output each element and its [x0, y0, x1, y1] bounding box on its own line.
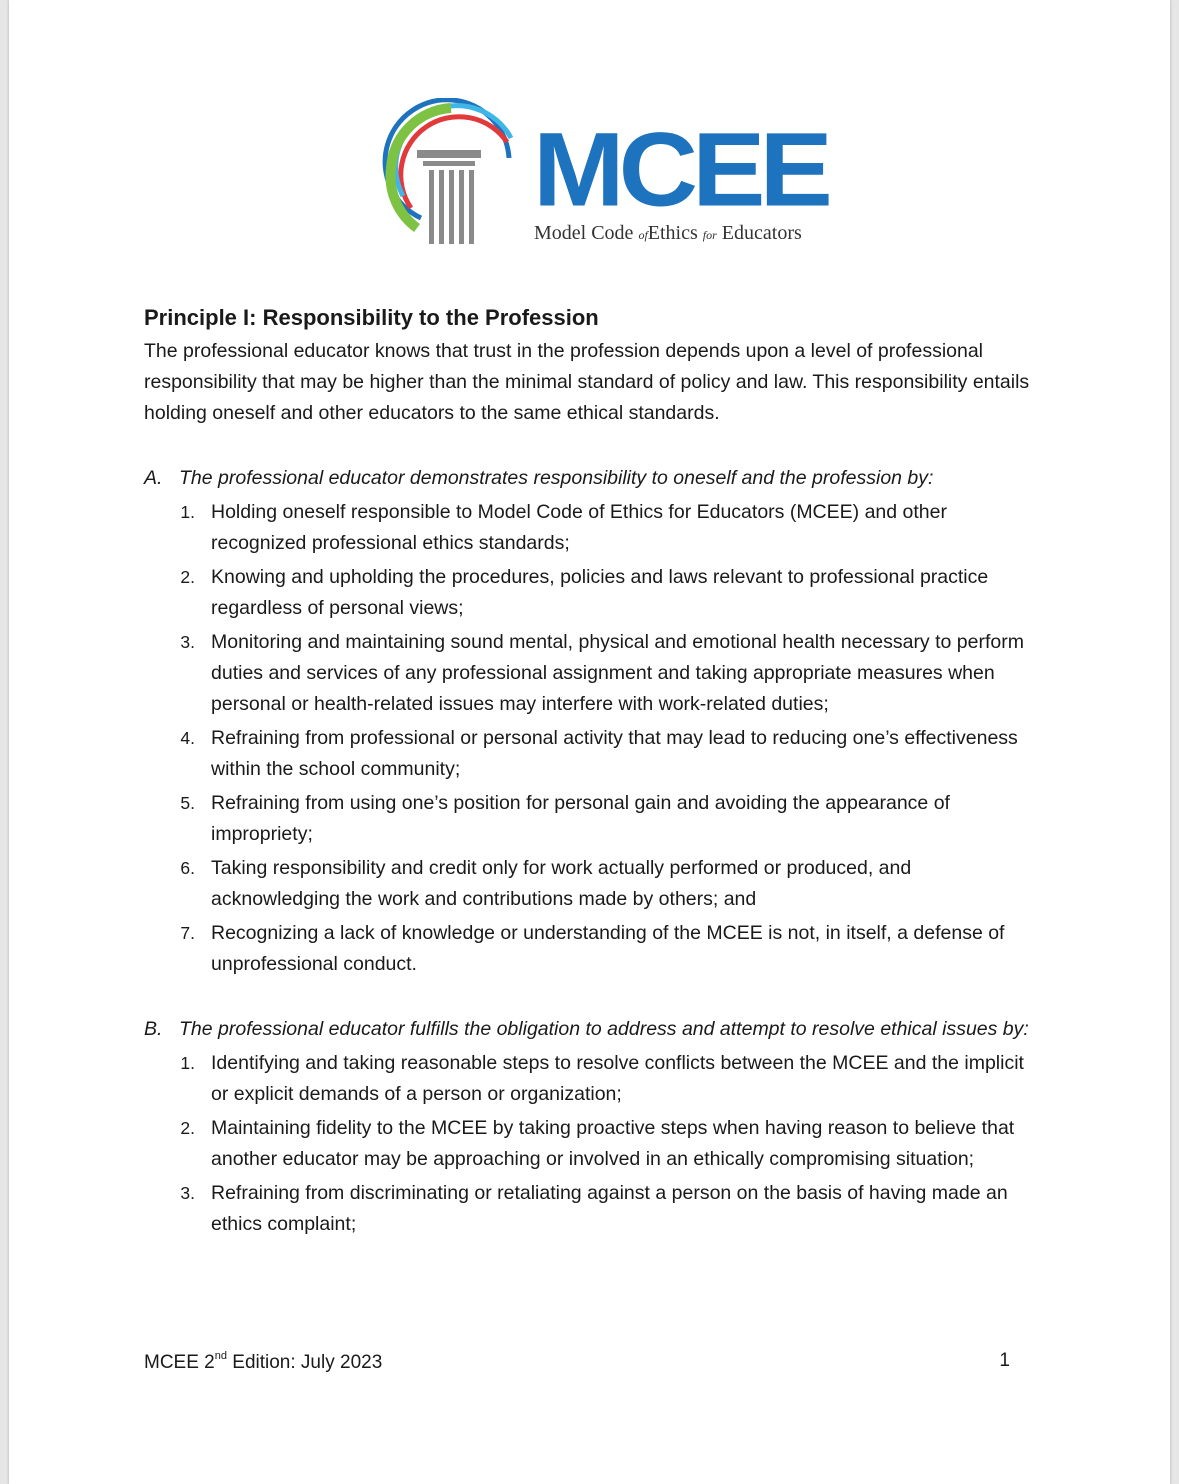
list-item: 3. Monitoring and maintaining sound mental, physical and emotional health necessary to perform duties and services of any professional assignment and taking appropriate measures when personal or health-related issues may interfere with work-related duties; — [180, 631, 1024, 715]
logo-tagline: Model Code ofEthics for Educators — [534, 222, 802, 244]
document-body — [144, 300, 1044, 1243]
mcee-logo — [381, 98, 827, 250]
principle-intro: The professional educator knows that trust in the profession depends upon a level of professional responsibility that may be higher than the minimal standard of policy and law. This responsibility entails holding oneself and other educators to the same ethical standards. — [144, 340, 1030, 424]
principle-heading: Principle I: Responsibility to the Profession — [144, 305, 599, 330]
list-item: 2. Maintaining fidelity to the MCEE by taking proactive steps when having reason to believe that another educator may be approaching or involved in an ethically compromising situation; — [180, 1117, 1015, 1170]
edition-label: MCEE 2nd Edition: July 2023 — [144, 1350, 383, 1373]
list-item: 4. Refraining from professional or personal activity that may lead to reducing one’s effectiveness within the school community; — [180, 727, 1018, 780]
section-a — [144, 463, 1044, 980]
list-item: 1. Holding oneself responsible to Model Code of Ethics for Educators (MCEE) and other recognized professional ethics standards; — [180, 501, 947, 554]
section-b-items — [144, 1048, 1044, 1240]
section-title: A. The professional educator demonstrates responsibility to oneself and the profession by: — [144, 467, 934, 489]
section-b — [144, 1014, 1044, 1240]
section-a-items — [144, 497, 1044, 980]
list-item: 2. Knowing and upholding the procedures, policies and laws relevant to professional practice regardless of personal views; — [180, 566, 989, 619]
list-item: 7. Recognizing a lack of knowledge or understanding of the MCEE is not, in itself, a defense of unprofessional conduct. — [180, 922, 1005, 975]
list-item: 1. Identifying and taking reasonable steps to resolve conflicts between the MCEE and the implicit or explicit demands of a person or organization; — [180, 1052, 1024, 1105]
list-item: 5. Refraining from using one’s position for personal gain and avoiding the appearance of impropriety; — [180, 792, 950, 845]
document-page — [9, 0, 1170, 1484]
section-title: B. The professional educator fulfills the obligation to address and attempt to resolve ethical issues by: — [144, 1018, 1029, 1040]
list-item: 6. Taking responsibility and credit only for work actually performed or produced, and acknowledging the work and contributions made by others; and — [180, 857, 912, 910]
logo-wordmark: MCEE — [533, 111, 827, 229]
list-item: 3. Refraining from discriminating or retaliating against a person on the basis of having made an ethics complaint; — [180, 1182, 1008, 1235]
page-footer — [144, 1350, 1010, 1374]
column-arc-emblem — [381, 98, 531, 250]
page-number: 1 — [999, 1350, 1010, 1371]
